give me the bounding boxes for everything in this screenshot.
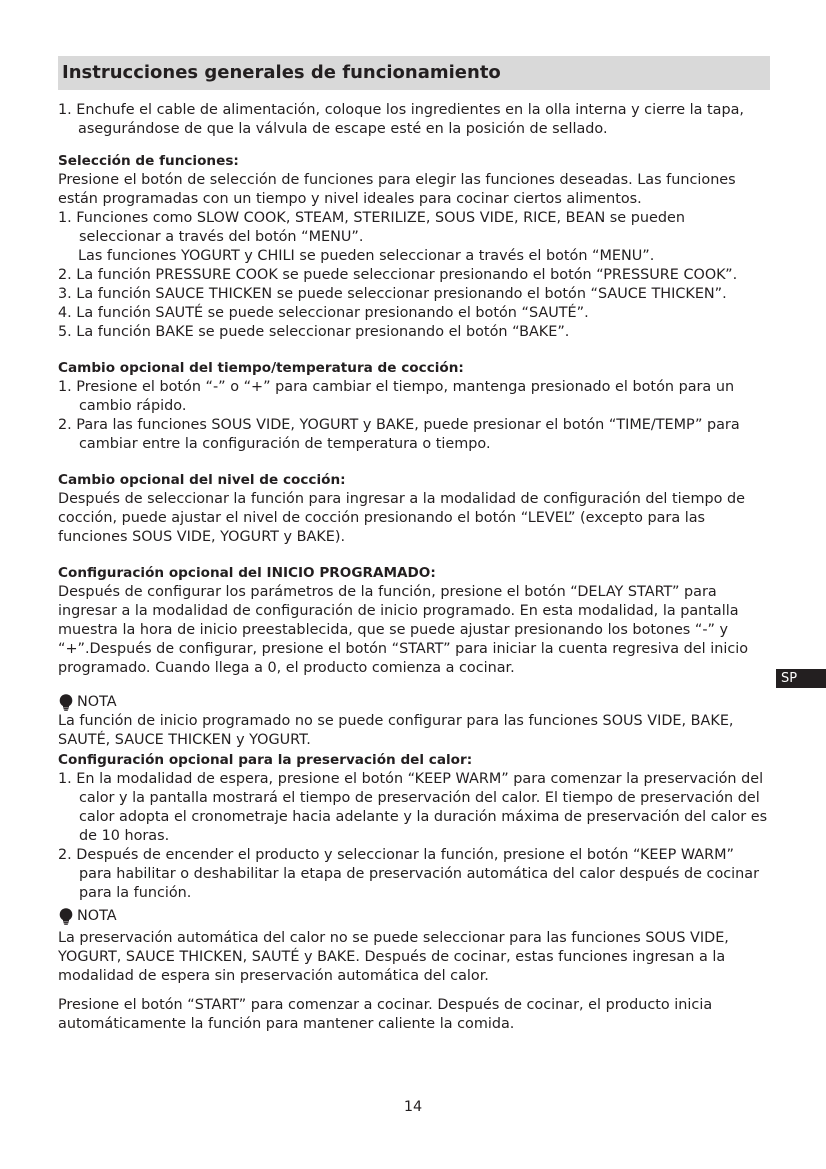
delay-text: Después de configurar los parámetros de la función, presione el botón “DELAY START” para ingresar a la modalidad de configuración de inicio programado. En esta modalidad, la pantalla muestra la hora de inicio preestablecida, que se puede ajustar presionando los botones “-” y “+”.Después de configurar, presione el botón “START” para iniciar la cuenta regresiva del inicio programado. Cuando llega a 0, el producto comienza a cocinar. [58,584,749,676]
time-temp-item-2: 2. Para las funciones SOUS VIDE, YOGURT y BAKE, puede presionar el botón “TIME/TEMP” para cambiar entre la configuración de temperatura o tiempo. [58,417,740,452]
page-title: Instrucciones generales de funcionamiento [58,56,770,90]
nota-2-text: La preservación automática del calor no se puede seleccionar para las funciones SOUS VIDE, YOGURT, SAUCE THICKEN, SAUTÉ y BAKE. Después de cocinar, estas funciones ingresan a la modalidad de espera sin preservación automática del calor. [58,930,729,984]
lightbulb-icon [58,694,74,711]
delay-heading: Configuración opcional del INICIO PROGRAMADO: [58,565,436,581]
language-tab: SP [776,669,826,688]
nota-1-label: NOTA [77,694,117,710]
nota-1-label-row [58,693,770,712]
functions-description: Presione el botón de selección de funciones para elegir las funciones deseadas. Las funciones están programadas con un tiempo y nivel ideales para cocinar ciertos alimentos. [58,172,736,207]
intro-step: 1. Enchufe el cable de alimentación, coloque los ingredientes en la olla interna y cierre la tapa, asegurándose de que la válvula de escape esté en la posición de sellado. [58,102,745,137]
nota-1-text: La función de inicio programado no se puede configurar para las funciones SOUS VIDE, BAKE, SAUTÉ, SAUCE THICKEN y YOGURT. [58,713,734,748]
nota-2-label: NOTA [77,908,117,924]
functions-heading: Selección de funciones: [58,153,239,169]
page-number: 14 [403,1099,423,1115]
keep-warm-item-1: 1. En la modalidad de espera, presione el botón “KEEP WARM” para comenzar la preservación del calor y la pantalla mostrará el tiempo de preservación del calor. El tiempo de preservación del calor adopta el cronometraje hacia adelante y la duración máxima de preservación del calor es de 10 horas. [58,771,768,844]
functions-item-1-extra: Las funciones YOGURT y CHILI se pueden seleccionar a través el botón “MENU”. [78,248,655,264]
functions-item-3: 3. La función SAUCE THICKEN se puede seleccionar presionando el botón “SAUCE THICKEN”. [58,286,727,302]
functions-item-5: 5. La función BAKE se puede seleccionar presionando el botón “BAKE”. [58,324,570,340]
time-temp-item-1: 1. Presione el botón “-” o “+” para cambiar el tiempo, mantenga presionado el botón para un cambio rápido. [58,379,735,414]
document-page [58,56,770,1034]
final-text: Presione el botón “START” para comenzar a cocinar. Después de cocinar, el producto inicia automáticamente la función para mantener caliente la comida. [58,997,713,1032]
nota-2-label-row [58,907,770,926]
functions-item-4: 4. La función SAUTÉ se puede seleccionar presionando el botón “SAUTÉ”. [58,305,589,321]
time-temp-heading: Cambio opcional del tiempo/temperatura de cocción: [58,360,464,376]
functions-item-2: 2. La función PRESSURE COOK se puede seleccionar presionando el botón “PRESSURE COOK”. [58,267,738,283]
functions-item-1: 1. Funciones como SLOW COOK, STEAM, STERILIZE, SOUS VIDE, RICE, BEAN se pueden seleccionar a través del botón “MENU”. [58,210,685,245]
keep-warm-item-2: 2. Después de encender el producto y seleccionar la función, presione el botón “KEEP WARM” para habilitar o deshabilitar la etapa de preservación automática del calor después de cocinar para la función. [58,847,760,901]
keep-warm-heading: Configuración opcional para la preservación del calor: [58,752,473,768]
level-heading: Cambio opcional del nivel de cocción: [58,472,346,488]
level-text: Después de seleccionar la función para ingresar a la modalidad de configuración del tiempo de cocción, puede ajustar el nivel de cocción presionando el botón “LEVEL” (excepto para las funciones SOUS VIDE, YOGURT y BAKE). [58,491,745,545]
lightbulb-icon [58,908,74,925]
